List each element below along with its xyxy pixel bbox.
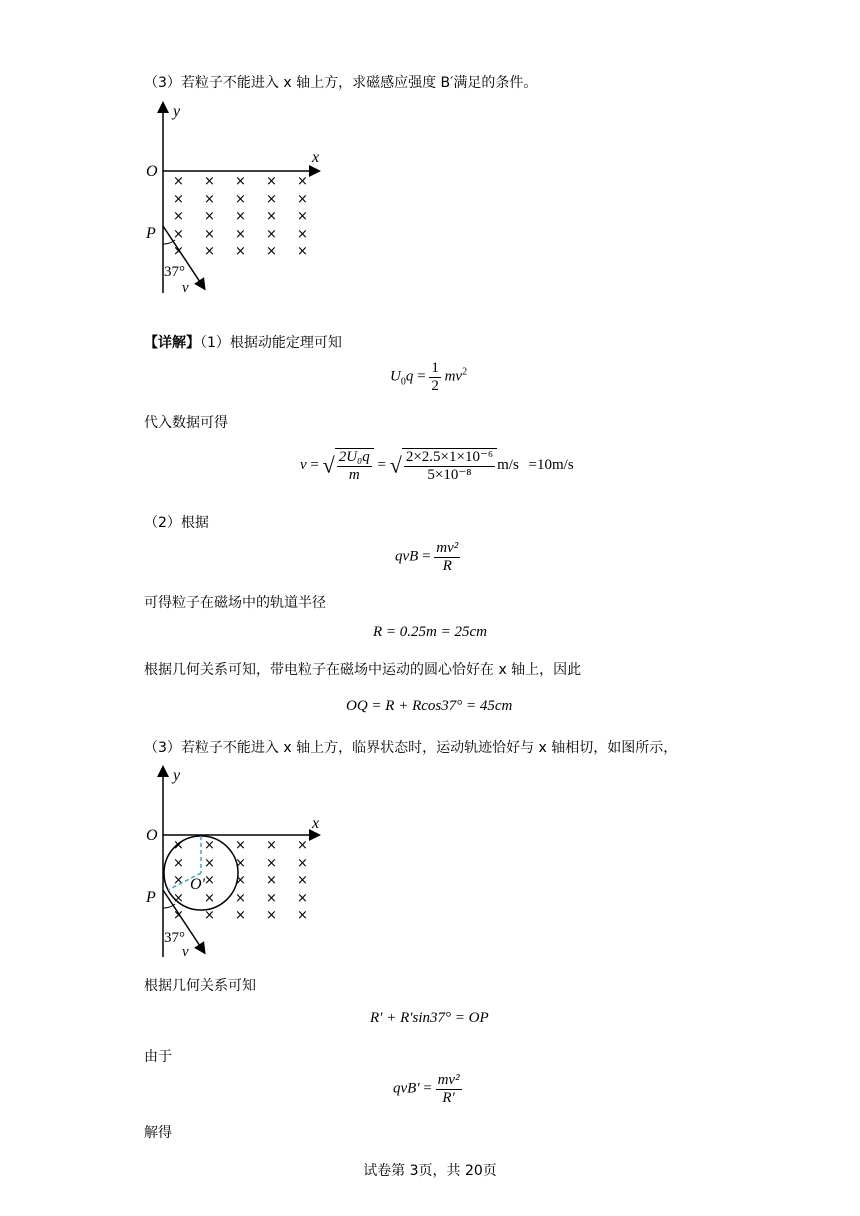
field-cross: × [173,209,184,224]
field-cross: × [173,192,184,207]
velocity-label: v [182,944,189,960]
field-cross: × [173,908,184,923]
field-cross: × [235,908,246,923]
equation-oq: OQ = R + Rcos37° = 45cm [346,698,513,714]
field-cross: × [266,209,277,224]
angle-label: 37° [164,264,185,280]
field-cross: × [266,174,277,189]
field-cross: × [266,873,277,888]
field-cross: × [235,209,246,224]
field-cross: × [204,209,215,224]
page-footer: 试卷第 3页，共 20页 [363,1163,497,1179]
field-cross: × [266,244,277,259]
field-cross: × [297,908,308,923]
field-cross: × [266,908,277,923]
figure-2-trajectory [140,762,340,962]
point-p-label: P [146,889,156,906]
field-cross: × [204,192,215,207]
field-cross: × [266,891,277,906]
x-axis-label: x [312,815,320,832]
field-cross: × [297,244,308,259]
field-cross: × [173,873,184,888]
field-cross: × [297,192,308,207]
field-cross: × [173,174,184,189]
field-cross: × [297,838,308,853]
equation-kinetic-energy: $U_0q$ = $\frac{1}{2}$ $mv^2$ [390,360,468,394]
angle-label: 37° [164,930,185,946]
part-3-text: （3）若粒子不能进入 x 轴上方，临界状态时，运动轨迹恰好与 x 轴相切，如图所示， [144,740,678,756]
field-cross: × [266,838,277,853]
field-cross: × [266,192,277,207]
origin-label: O [146,827,158,844]
field-cross: × [204,838,215,853]
equation-velocity: v = √ $\frac{\text{2U₀q}}{m}$ = √ $\frac{\text{2×2.5×1×10⁻⁶}}{\text{5×10⁻⁸}}$ m/s =10m/s [300,449,574,483]
equation-lorentz: qvB = $\frac{\text{mv²}}{R}$ [395,540,459,574]
field-cross: × [297,209,308,224]
field-cross: × [297,174,308,189]
magnetic-field-crosses [173,174,308,259]
substitute-text: 代入数据可得 [144,415,228,431]
field-cross: × [235,227,246,242]
y-axis-label: y [173,103,181,120]
field-cross: × [235,174,246,189]
origin-label: O [146,163,158,180]
point-p-label: P [146,225,156,242]
figure-1-magnetic-field [140,98,340,298]
equation-radius: R = 0.25m = 25cm [373,624,487,640]
field-cross: × [297,891,308,906]
field-cross: × [266,227,277,242]
y-axis-label: y [173,767,181,784]
geometry-2-text: 根据几何关系可知 [144,978,256,994]
field-cross: × [204,856,215,871]
field-cross: × [297,227,308,242]
field-cross: × [173,856,184,871]
field-cross: × [297,873,308,888]
solve-text: 解得 [144,1125,172,1141]
field-cross: × [235,891,246,906]
part-2-label: （2）根据 [144,515,209,531]
field-cross: × [173,244,184,259]
field-cross: × [204,227,215,242]
field-cross: × [235,838,246,853]
since-text: 由于 [144,1049,172,1065]
velocity-label: v [182,280,189,296]
detail-intro: （1）根据动能定理可知 [200,335,342,351]
field-cross: × [235,192,246,207]
field-cross: × [173,838,184,853]
field-cross: × [204,873,215,888]
field-cross: × [235,873,246,888]
question-3-prompt: （3）若粒子不能进入 x 轴上方，求磁感应强度 B′满足的条件。 [144,75,538,91]
center-label: O′ [190,876,206,893]
field-cross: × [173,227,184,242]
field-cross: × [204,174,215,189]
field-cross: × [204,891,215,906]
field-cross: × [204,244,215,259]
equation-lorentz-prime: qvB′ = $\frac{\text{mv²}}{R'}$ [393,1072,460,1106]
geometry-text: 根据几何关系可知，带电粒子在磁场中运动的圆心恰好在 x 轴上，因此 [144,662,582,678]
detail-header: 【详解】 [144,335,200,351]
field-cross: × [235,856,246,871]
equation-geometry: R′ + R′sin37° = OP [370,1010,489,1026]
field-cross: × [235,244,246,259]
field-cross: × [204,908,215,923]
field-cross: × [173,891,184,906]
x-axis-label: x [312,149,320,166]
field-cross: × [266,856,277,871]
detail-section [144,332,342,352]
radius-text: 可得粒子在磁场中的轨道半径 [144,595,326,611]
field-cross: × [297,856,308,871]
